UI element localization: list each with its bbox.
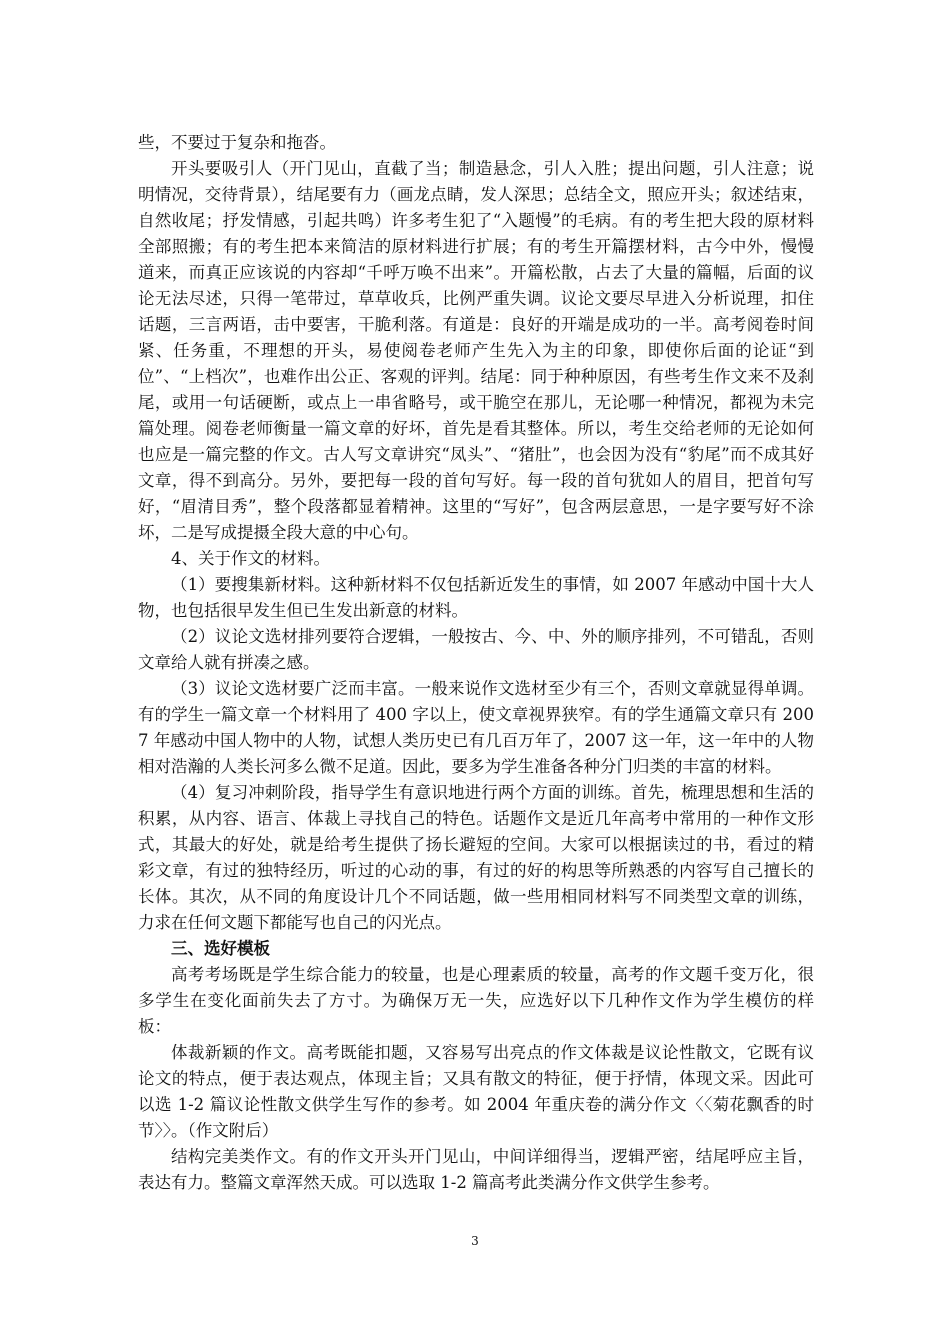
document-body bbox=[138, 130, 814, 1196]
section-heading-templates: 三、选好模板 bbox=[171, 939, 270, 958]
paragraph-structure: 结构完美类作文。有的作文开头开门见山，中间详细得当，逻辑严密，结尾呼应主旨，表达有力。整篇文章浑然天成。可以选取 1-2 篇高考此类满分作文供学生参考。 bbox=[138, 1147, 814, 1192]
section-heading-materials: 4、关于作文的材料。 bbox=[171, 549, 330, 568]
paragraph-continuation: 些，不要过于复杂和拖沓。 bbox=[138, 133, 336, 152]
list-item-1: （1）要搜集新材料。这种新材料不仅包括新近发生的事情，如 2007 年感动中国十大人物，也包括很早发生但已生发出新意的材料。 bbox=[138, 575, 814, 620]
page-number: 3 bbox=[471, 1234, 479, 1248]
list-item-2: （2）议论文选材排列要符合逻辑，一般按古、今、中、外的顺序排列，不可错乱，否则文章给人就有拼凑之感。 bbox=[138, 627, 814, 672]
list-item-3: （3）议论文选材要广泛而丰富。一般来说作文选材至少有三个，否则文章就显得单调。有的学生一篇文章一个材料用了 400 字以上，使文章视界狭窄。有的学生通篇文章只有 2007 年感动中国人物中的人物，试想人类历史已有几百万年了，2007 这一年，这一年中的人物相对浩瀚的人类长河多么微不足道。因此，要多为学生准备各种分门归类的丰富的材料。 bbox=[138, 679, 814, 776]
paragraph-novel-genre: 体裁新颖的作文。高考既能扣题，又容易写出亮点的作文体裁是议论性散文，它既有议论文的特点，便于表达观点，体现主旨；又具有散文的特征，便于抒情，体现文采。因此可以选 1-2 篇议论性散文供学生写作的参考。如 2004 年重庆卷的满分作文〈〈菊花飘香的时节〉〉。（作文附后） bbox=[138, 1043, 814, 1140]
paragraph-templates-intro: 高考考场既是学生综合能力的较量，也是心理素质的较量，高考的作文题千变万化，很多学生在变化面前失去了方寸。为确保万无一失，应选好以下几种作文作为学生模仿的样板： bbox=[138, 965, 814, 1036]
list-item-4: （4）复习冲刺阶段，指导学生有意识地进行两个方面的训练。首先，梳理思想和生活的积累，从内容、语言、体裁上寻找自己的特色。话题作文是近几年高考中常用的一种作文形式，其最大的好处，就是给考生提供了扬长避短的空间。大家可以根据读过的书，看过的精彩文章，有过的独特经历，听过的心动的事，有过的好的构思等所熟悉的内容写自己擅长的长体。其次，从不同的角度设计几个不同话题，做一些用相同材料写不同类型文章的训练，力求在任何文题下都能写也自己的闪光点。 bbox=[138, 783, 814, 932]
paragraph-opening-ending: 开头要吸引人（开门见山，直截了当；制造悬念，引人入胜；提出问题，引人注意；说明情况，交待背景），结尾要有力（画龙点睛，发人深思；总结全文，照应开头；叙述结束，自然收尾；抒发情感，引起共鸣）许多考生犯了“入题慢”的毛病。有的考生把大段的原材料全部照搬；有的考生把本来简洁的原材料进行扩展；有的考生开篇摆材料，古今中外，慢慢道来，而真正应该说的内容却“千呼万唤不出来”。开篇松散，占去了大量的篇幅，后面的议论无法尽述，只得一笔带过，草草收兵，比例严重失调。议论文要尽早进入分析说理，扣住话题，三言两语，击中要害，干脆利落。有道是：良好的开端是成功的一半。高考阅卷时间紧、任务重，不理想的开头，易使阅卷老师产生先入为主的印象，即使你后面的论证“到位”、“上档次”，也难作出公正、客观的评判。结尾：同于种种原因，有些考生作文来不及刹尾，或用一句话硬断，或点上一串省略号，或干脆空在那儿，无论哪一种情况，都视为未完篇处理。阅卷老师衡量一篇文章的好坏，首先是看其整体。所以，考生交给老师的无论如何也应是一篇完整的作文。古人写文章讲究“凤头”、“猪肚”，也会因为没有“豹尾”而不成其好文章，得不到高分。另外，要把每一段的首句写好。每一段的首句犹如人的眉目，把首句写好，“眉清目秀”，整个段落都显着精神。这里的“写好”，包含两层意思，一是字要写好不涂坏，二是写成提摄全段大意的中心句。 bbox=[138, 159, 814, 542]
